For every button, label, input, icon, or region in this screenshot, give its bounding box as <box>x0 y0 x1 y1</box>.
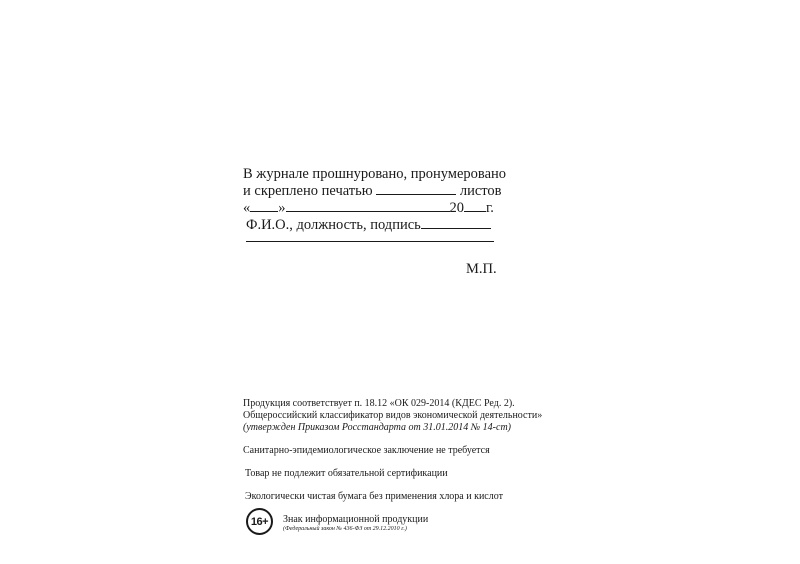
compliance-line-2: Общероссийский классификатор видов экономической деятельности» <box>243 410 543 421</box>
journal-date-line <box>243 199 494 217</box>
day-blank <box>250 199 278 212</box>
journal-line-1: В журнале прошнуровано, пронумеровано <box>243 166 507 182</box>
journal-line-2-suffix: листов <box>459 183 502 199</box>
date-open-quote: « <box>243 200 251 216</box>
stamp-place: М.П. <box>466 261 497 277</box>
sheets-count-blank <box>376 182 456 195</box>
month-blank <box>286 199 450 212</box>
year-prefix: 20 <box>449 200 464 216</box>
compliance-line-1: Продукция соответствует п. 18.12 «ОК 029-2014 (КДЕС Ред. 2). <box>243 398 515 409</box>
journal-line-2 <box>243 182 502 200</box>
age-mark-law: (Федеральный закон № 436-ФЗ от 29.12.2010 г.) <box>283 526 407 532</box>
year-suffix: г. <box>486 200 494 216</box>
compliance-line-3: (утвержден Приказом Росстандарта от 31.01.2014 № 14-ст) <box>243 422 511 433</box>
ecology-note: Экологически чистая бумага без применения хлора и кислот <box>245 491 503 502</box>
date-close-quote: » <box>278 200 286 216</box>
age-mark-label: Знак информационной продукции <box>283 514 429 525</box>
journal-line-2-prefix: и скреплено печатью <box>243 183 373 199</box>
signature-continuation-rule <box>246 241 494 242</box>
certification-note: Товар не подлежит обязательной сертификации <box>245 468 448 479</box>
sanitary-note: Санитарно-эпидемиологическое заключение не требуется <box>243 445 490 456</box>
year-blank <box>464 199 486 212</box>
signature-label: Ф.И.О., должность, подпись <box>246 217 421 233</box>
signature-line <box>246 216 491 234</box>
signature-blank <box>421 216 491 229</box>
age-rating-icon: 16+ <box>246 508 273 535</box>
